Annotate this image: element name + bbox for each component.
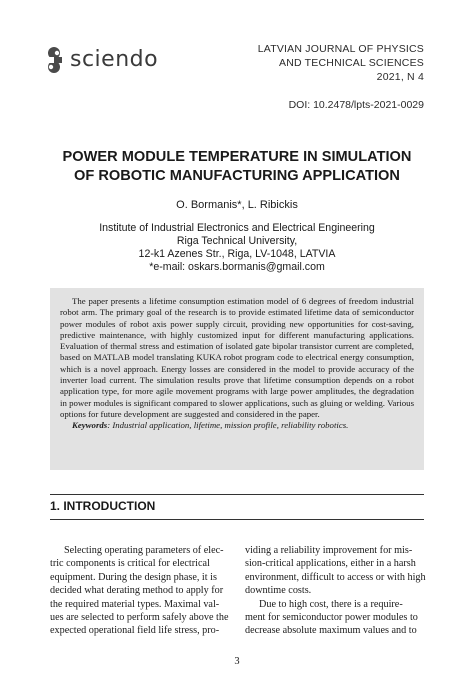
body-line: ues are selected to perform safely above the (50, 612, 229, 624)
body-line: downtime costs. (245, 585, 312, 597)
journal-name-line-1: LATVIAN JOURNAL OF PHYSICS (257, 43, 424, 55)
section-rule-bottom (50, 519, 424, 520)
publisher-logo (44, 46, 158, 74)
title-line-1: POWER MODULE TEMPERATURE IN SIMULATION (62, 149, 412, 165)
body-line: Due to high cost, there is a require- (259, 598, 403, 610)
section-rule-top (50, 494, 424, 495)
body-line: equipment. During the design phase, it is (50, 571, 217, 583)
title-line-2: OF ROBOTIC MANUFACTURING APPLICATION (74, 168, 400, 184)
body-line: viding a reliability improvement for mis- (245, 545, 413, 556)
body-line: expected operational field life stress, pro- (50, 625, 220, 637)
journal-name-line-2: AND TECHNICAL SCIENCES (278, 57, 424, 69)
body-line: the required material types. Maximal val- (50, 598, 220, 610)
abstract-text: The paper presents a lifetime consumption estimation model of 6 degrees of freedom industrial robot arm. The primary goal of the research is to provide estimated lifetime data of semiconductor power modules of robot axis power supply circuit, providing new opportunities for cost-saving, predictive maintenance, with highly customized input for different manufacturing applications. Evaluation of thermal stress and estimation of isolated gate bipolar transistor current are completed, based on MATLAB model translating KUKA robot program code to electrical energy consumption, which is a novel approach. Energy losses are considered in the model to provide accuracy of the inverter load current. The simulation results prove that lifetime consumption depends on a robot application type, for more agile movement programs with large power amplitudes, the degradation in power modules is significant compared to slower applications, such as gluing or welding. Various options for future development are suggested and considered in the paper. (60, 296, 414, 419)
affiliation (0, 222, 474, 274)
journal-info (258, 42, 424, 84)
keywords-list: : Industrial application, lifetime, mission profile, reliability robotics. (107, 420, 349, 431)
body-column-left (50, 544, 229, 638)
body-line: tric components is critical for electrical (50, 558, 210, 570)
body-line: Selecting operating parameters of elec- (64, 545, 224, 556)
abstract-box (50, 288, 424, 470)
journal-issue: 2021, N 4 (376, 71, 424, 83)
sciendo-logo-icon (44, 46, 64, 74)
affiliation-email: *e-mail: oskars.bormanis@gmail.com (149, 261, 325, 273)
doi: DOI: 10.2478/lpts-2021-0029 (288, 99, 424, 111)
body-column-right (245, 544, 424, 638)
body-line: decrease absolute maximum values and to (245, 625, 417, 637)
page-number: 3 (234, 656, 240, 667)
keywords (60, 420, 414, 431)
body-line: environment, difficult to access or with high (245, 571, 426, 583)
article-title (0, 148, 474, 186)
body-line: ment for semiconductor power modules to (245, 612, 418, 624)
body-line: sion-critical applications, either in a harsh (245, 558, 416, 570)
authors: O. Bormanis*, L. Ribickis (176, 199, 298, 211)
body-line: decided what derating method to apply for (50, 585, 224, 597)
affiliation-institute: Institute of Industrial Electronics and Electrical Engineering (99, 222, 375, 234)
keywords-label: Keywords (72, 420, 108, 431)
section-heading: 1. INTRODUCTION (50, 499, 156, 513)
affiliation-university: Riga Technical University, (176, 235, 298, 247)
logo-text: sciendo (70, 47, 159, 72)
affiliation-address: 12-k1 Azenes Str., Riga, LV-1048, LATVIA (138, 248, 336, 260)
